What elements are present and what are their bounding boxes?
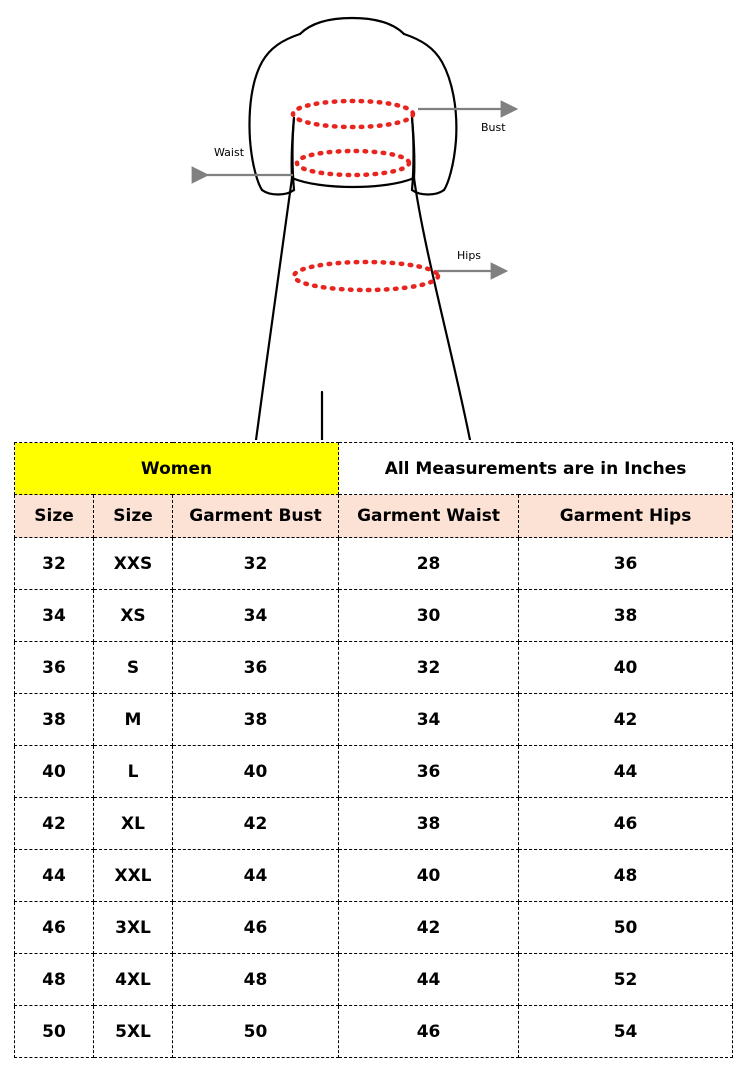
cell-garment-hips: 48 [519, 850, 733, 902]
cell-size-numeric: 48 [15, 954, 94, 1006]
cell-garment-hips: 38 [519, 590, 733, 642]
cell-garment-hips: 46 [519, 798, 733, 850]
cell-size-numeric: 38 [15, 694, 94, 746]
waist-measure-ellipse [297, 151, 409, 175]
title-women: Women [15, 443, 339, 495]
size-chart-table-container [14, 442, 732, 1058]
cell-garment-waist: 30 [339, 590, 519, 642]
cell-size-numeric: 50 [15, 1006, 94, 1058]
cell-garment-bust: 34 [173, 590, 339, 642]
cell-size-alpha: 4XL [94, 954, 173, 1006]
cell-size-alpha: XL [94, 798, 173, 850]
cell-garment-bust: 44 [173, 850, 339, 902]
hips-label: Hips [457, 249, 482, 262]
cell-garment-bust: 36 [173, 642, 339, 694]
header-garment-waist: Garment Waist [339, 495, 519, 538]
cell-size-alpha: 3XL [94, 902, 173, 954]
cell-size-alpha: L [94, 746, 173, 798]
bust-label: Bust [481, 121, 506, 134]
cell-garment-bust: 50 [173, 1006, 339, 1058]
cell-garment-waist: 34 [339, 694, 519, 746]
table-row [15, 538, 733, 590]
cell-garment-waist: 40 [339, 850, 519, 902]
cell-garment-waist: 28 [339, 538, 519, 590]
cell-garment-bust: 48 [173, 954, 339, 1006]
cell-size-numeric: 32 [15, 538, 94, 590]
table-header-row [15, 495, 733, 538]
size-chart-table [14, 442, 733, 1058]
cell-garment-hips: 50 [519, 902, 733, 954]
cell-size-alpha: XS [94, 590, 173, 642]
cell-garment-waist: 42 [339, 902, 519, 954]
title-measurements: All Measurements are in Inches [339, 443, 733, 495]
dress-figure-svg [0, 0, 746, 440]
table-row [15, 850, 733, 902]
cell-size-alpha: M [94, 694, 173, 746]
cell-garment-waist: 36 [339, 746, 519, 798]
header-garment-bust: Garment Bust [173, 495, 339, 538]
cell-size-alpha: S [94, 642, 173, 694]
table-row [15, 1006, 733, 1058]
cell-size-numeric: 40 [15, 746, 94, 798]
cell-size-alpha: 5XL [94, 1006, 173, 1058]
cell-garment-hips: 36 [519, 538, 733, 590]
table-row [15, 798, 733, 850]
header-size-numeric: Size [15, 495, 94, 538]
table-row [15, 954, 733, 1006]
cell-garment-bust: 32 [173, 538, 339, 590]
table-row [15, 694, 733, 746]
cell-garment-waist: 32 [339, 642, 519, 694]
table-row [15, 590, 733, 642]
cell-size-numeric: 34 [15, 590, 94, 642]
table-row [15, 902, 733, 954]
cell-garment-waist: 44 [339, 954, 519, 1006]
waist-label: Waist [214, 146, 245, 159]
table-row [15, 746, 733, 798]
size-chart-illustration [0, 0, 746, 440]
cell-garment-bust: 38 [173, 694, 339, 746]
cell-garment-bust: 40 [173, 746, 339, 798]
cell-size-alpha: XXL [94, 850, 173, 902]
table-row [15, 642, 733, 694]
cell-size-numeric: 36 [15, 642, 94, 694]
cell-garment-hips: 40 [519, 642, 733, 694]
cell-garment-waist: 38 [339, 798, 519, 850]
table-title-row [15, 443, 733, 495]
dress-outline [250, 18, 471, 440]
cell-size-numeric: 44 [15, 850, 94, 902]
cell-garment-hips: 52 [519, 954, 733, 1006]
cell-size-numeric: 46 [15, 902, 94, 954]
cell-garment-hips: 42 [519, 694, 733, 746]
header-garment-hips: Garment Hips [519, 495, 733, 538]
hips-measure-ellipse [294, 262, 438, 290]
cell-size-numeric: 42 [15, 798, 94, 850]
cell-garment-hips: 44 [519, 746, 733, 798]
cell-garment-waist: 46 [339, 1006, 519, 1058]
header-size-alpha: Size [94, 495, 173, 538]
bust-measure-ellipse [293, 101, 413, 127]
cell-garment-hips: 54 [519, 1006, 733, 1058]
cell-size-alpha: XXS [94, 538, 173, 590]
cell-garment-bust: 46 [173, 902, 339, 954]
cell-garment-bust: 42 [173, 798, 339, 850]
